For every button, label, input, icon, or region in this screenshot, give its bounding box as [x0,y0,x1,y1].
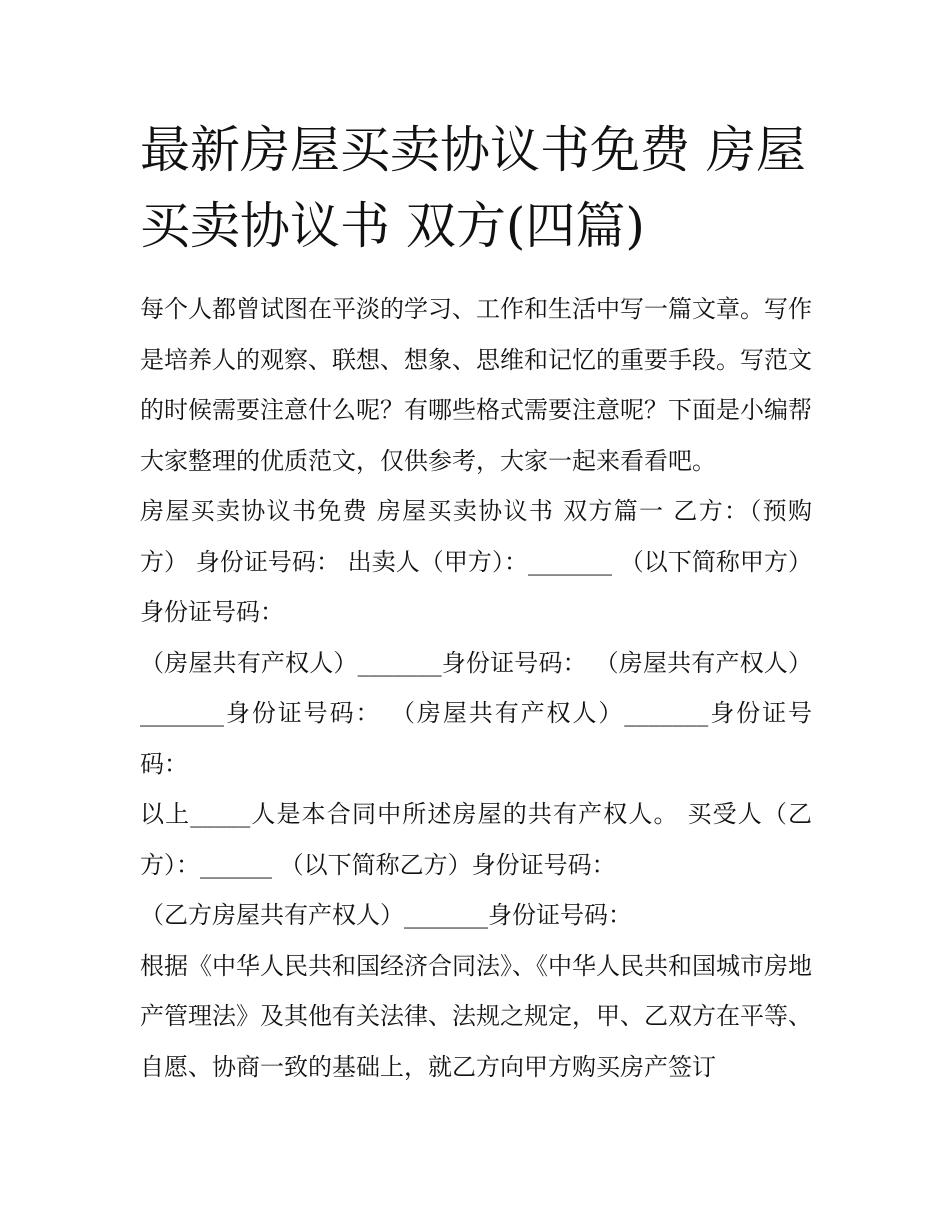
buyer-paragraph: 以上_____人是本合同中所述房屋的共有产权人。 买受人（乙方）：______ （以下简称乙方）身份证号码： [140,800,812,879]
document-title: 最新房屋买卖协议书免费 房屋买卖协议书 双方(四篇) [140,121,806,255]
buyer-co-owner-paragraph: （乙方房屋共有产权人）_______身份证号码： [140,901,632,929]
legal-basis-paragraph: 根据《中华人民共和国经济合同法》、《中华人民共和国城市房地产管理法》及其他有关法律、法规之规定，甲、乙双方在平等、自愿、协商一致的基础上，就乙方向甲方购买房产签订 [140,951,812,1081]
intro-paragraph: 每个人都曾试图在平淡的学习、工作和生活中写一篇文章。写作是培养人的观察、联想、想象、思维和记忆的重要手段。写范文的时候需要注意什么呢？有哪些格式需要注意呢？下面是小编帮大家整理的优质范文，仅供参考，大家一起来看看吧。 [140,295,812,475]
document-page [140,112,812,1092]
section-one-paragraph: 房屋买卖协议书免费 房屋买卖协议书 双方篇一 乙方：（预购方） 身份证号码： 出卖人（甲方）：_______ （以下简称甲方）身份证号码： [140,497,812,626]
co-owners-paragraph: （房屋共有产权人）_______身份证号码： （房屋共有产权人）_______身份证号码： （房屋共有产权人）_______身份证号码： [140,648,812,778]
